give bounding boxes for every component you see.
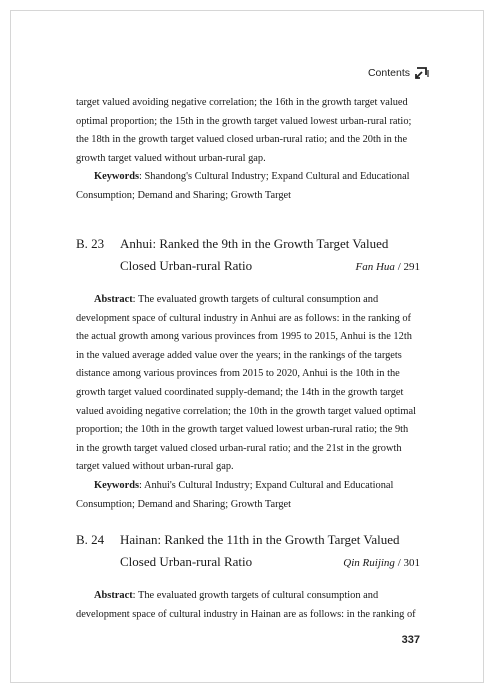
text-line: development space of cultural industry in Anhui are as follows: in the ranking of xyxy=(76,312,412,324)
abstract-line xyxy=(76,291,420,310)
keywords-line xyxy=(76,168,420,187)
text-line: target valued without urban-rural gap. xyxy=(76,461,234,473)
text-line: the actual growth among various provinces from 1995 to 2015, Anhui is the 12th xyxy=(76,331,412,343)
entry-title-line1 xyxy=(76,529,420,551)
keywords-line-continued: Consumption; Demand and Sharing; Growth Target xyxy=(76,189,292,201)
abstract-line xyxy=(76,587,420,606)
text-line: the 18th in the growth target valued closed urban-rural ratio; and the 20th in the xyxy=(76,134,408,146)
entry-b23-abstract xyxy=(76,291,420,514)
entry-author-page xyxy=(356,256,420,278)
keywords-text: : Anhui's Cultural Industry; Expand Cultural and Educational xyxy=(139,479,394,491)
keywords-line-continued: Consumption; Demand and Sharing; Growth Target xyxy=(76,498,292,510)
entry-b24-abstract xyxy=(76,587,420,624)
entry-title-continued: Closed Urban-rural Ratio xyxy=(120,258,253,273)
abstract-label: Abstract xyxy=(94,590,133,601)
entry-title-line1 xyxy=(76,233,420,255)
text-line: distance among various provinces from 2015 to 2020, Anhui is the 10th in the xyxy=(76,368,400,380)
abstract-text: : The evaluated growth targets of cultural consumption and xyxy=(132,590,379,601)
text-line: in the growth target valued closed urban-rural ratio; and the 21st in the growth xyxy=(76,442,402,454)
entry-page: / 301 xyxy=(397,557,420,569)
return-arrow-icon xyxy=(415,66,430,79)
abstract-text: : The evaluated growth targets of cultural consumption and xyxy=(132,294,379,305)
previous-abstract-continuation xyxy=(76,94,420,206)
text-line: in the valued average added value over the years; in the rankings of the targets xyxy=(76,349,402,361)
text-line: target valued avoiding negative correlation; the 16th in the growth target valued xyxy=(76,97,408,108)
entry-code: B. 23 xyxy=(76,236,105,251)
text-line: proportion; the 10th in the growth target valued lowest urban-rural ratio; the 9th xyxy=(76,424,409,436)
text-line: development space of cultural industry in Hainan are as follows: in the ranking of xyxy=(76,608,416,620)
keywords-text: : Shandong's Cultural Industry; Expand Cultural and Educational xyxy=(139,171,410,183)
contents-link[interactable] xyxy=(368,66,430,79)
keywords-line xyxy=(76,477,420,496)
keywords-label: Keywords xyxy=(94,479,140,491)
text-line: growth target valued coordinated supply-demand; the 14th in the growth target xyxy=(76,386,404,398)
keywords-label: Keywords xyxy=(94,171,140,183)
entry-author-page xyxy=(343,552,420,574)
page-number: 337 xyxy=(401,634,420,646)
entry-b24-heading[interactable] xyxy=(76,529,420,574)
entry-title-continued: Closed Urban-rural Ratio xyxy=(120,554,253,569)
entry-title: Hainan: Ranked the 11th in the Growth Target Valued xyxy=(120,532,400,547)
entry-title-line2 xyxy=(76,551,420,574)
entry-code: B. 24 xyxy=(76,532,105,547)
entry-b23-heading[interactable] xyxy=(76,233,420,278)
text-line: optimal proportion; the 15th in the growth target valued lowest urban-rural ratio; xyxy=(76,115,412,127)
abstract-label: Abstract xyxy=(94,294,133,305)
contents-label: Contents xyxy=(367,66,410,79)
entry-title-line2 xyxy=(76,255,420,278)
entry-author: Qin Ruijing xyxy=(343,557,395,569)
entry-title: Anhui: Ranked the 9th in the Growth Target Valued xyxy=(120,236,389,251)
entry-author: Fan Hua xyxy=(355,261,395,273)
text-line: growth target valued without urban-rural gap. xyxy=(76,152,266,164)
entry-page: / 291 xyxy=(397,261,420,273)
text-line: valued avoiding negative correlation; the 10th in the growth target valued optimal xyxy=(76,405,417,417)
